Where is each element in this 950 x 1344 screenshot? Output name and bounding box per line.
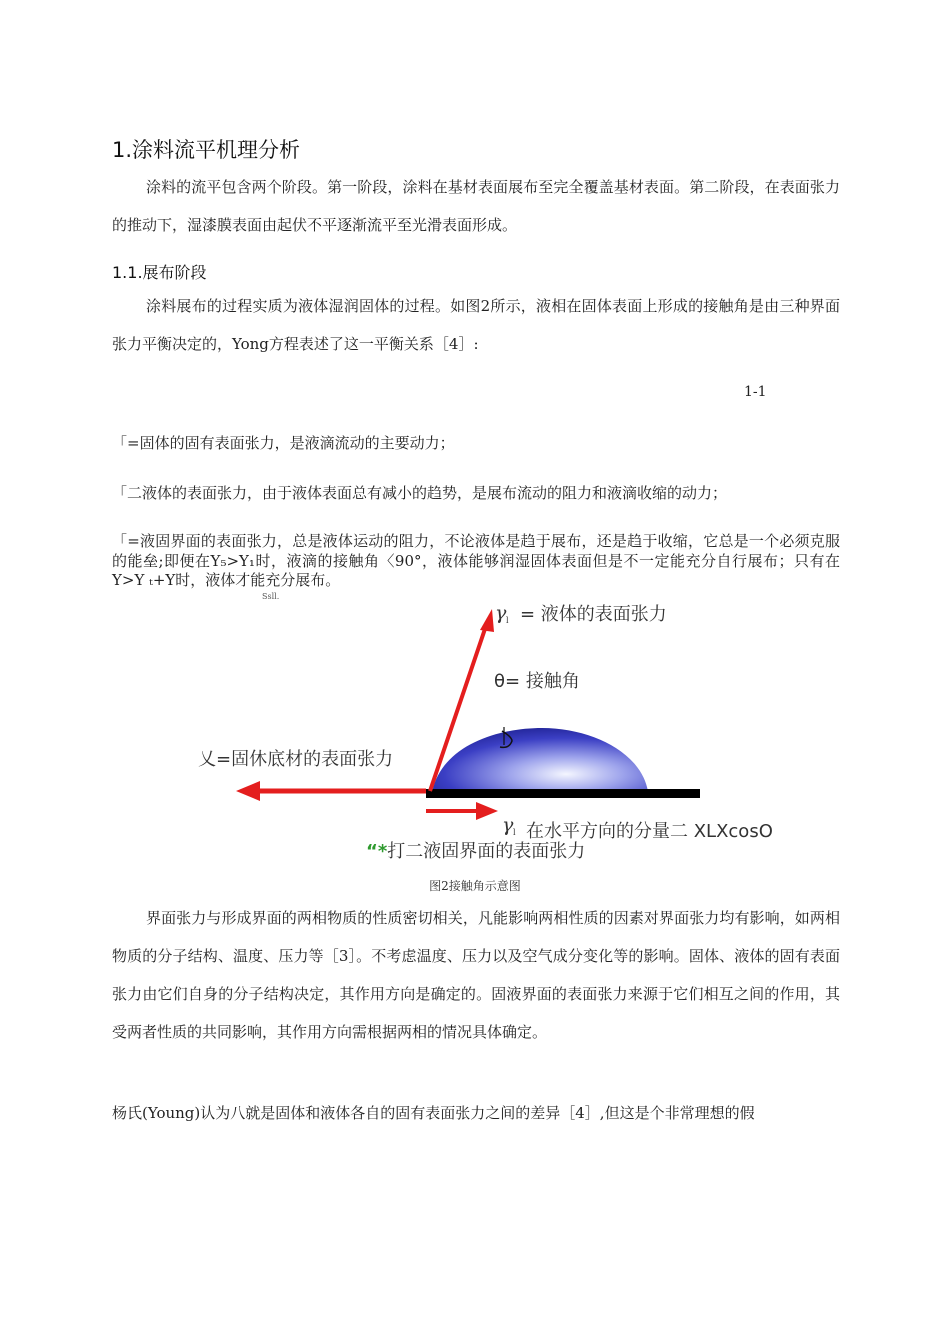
- interface-tension-label: “*打二液固界面的表面张力: [366, 841, 586, 862]
- svg-text:l: l: [506, 616, 509, 625]
- interface-paragraph: 界面张力与形成界面的两相物质的性质密切相关，凡能影响两相性质的因素对界面张力均有影响，如两相物质的分子结构、温度、压力等［3］。不考虑温度、压力以及空气成分变化等的影响。固体、液体的固有表面张力由它们自身的分子结构决定，其作用方向是确定的。固液界面的表面张力来源于它们相互之间的作用，其受两者性质的共同影响，其作用方向需根据两相的情况具体确定。: [112, 909, 840, 1041]
- definition-interface-tension: 「=液固界面的表面张力，总是液体运动的阻力，不论液体是趋于展布，还是趋于收缩，它总是一个必须克服的能垒;即便在Y₅>Y₁时，液滴的接触角〈90°，液体能够润湿固体表面但是不一定能充分自行展布；只有在Y>Y ₜ+Y时，液体才能充分展布。: [112, 532, 840, 589]
- contact-angle-label: θ= 接触角: [494, 671, 580, 692]
- horizontal-component-label: 在水平方向的分量二 XLXcosO: [526, 821, 773, 842]
- figure-caption: 图2接触角示意图: [429, 879, 521, 893]
- interface-quote-mark: “*: [366, 841, 388, 862]
- equation-number: 1-1: [744, 384, 767, 400]
- definition-subscript: Ssll.: [262, 592, 280, 601]
- liquid-tension-label: = 液体的表面张力: [520, 604, 667, 625]
- section-title: 1.涂料流平机理分析: [112, 138, 301, 162]
- liquid-droplet: [432, 728, 648, 792]
- svg-text:l: l: [513, 828, 516, 837]
- solid-substrate: [426, 789, 700, 798]
- gamma-l-symbol: γ: [495, 602, 507, 624]
- intro-paragraph: 涂料的流平包含两个阶段。第一阶段，涂料在基材表面展布至完全覆盖基材表面。第二阶段，在表面张力的推动下，湿漆膜表面由起伏不平逐渐流平至光滑表面形成。: [112, 178, 840, 234]
- definition-liquid-tension: 「二液体的表面张力，由于液体表面总有减小的趋势，是展布流动的阻力和液滴收缩的动力；: [112, 484, 728, 502]
- solid-tension-label: 乂=固休底材的表面张力: [198, 749, 394, 770]
- contact-angle-figure: [180, 595, 790, 867]
- spreading-paragraph: 涂料展布的过程实质为液体湿润固体的过程。如图2所示，液相在固体表面上形成的接触角是由三种界面张力平衡决定的，Yong方程表述了这一平衡关系［4］:: [112, 297, 840, 353]
- subsection-title: 1.1.展布阶段: [112, 263, 207, 282]
- definition-solid-tension: 「=固体的固有表面张力，是液滴流动的主要动力；: [112, 434, 455, 452]
- gamma-horizontal-symbol: γ: [502, 814, 514, 836]
- young-paragraph: 杨氏(Young)认为八就是固体和液体各自的固有表面张力之间的差异［4］,但这是个非常理想的假: [112, 1104, 755, 1122]
